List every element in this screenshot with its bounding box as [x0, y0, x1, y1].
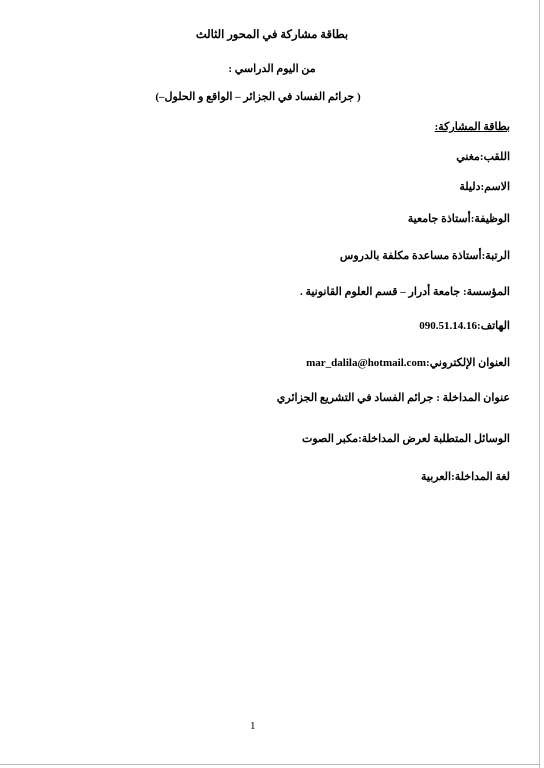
study-day-line: من اليوم الدراسي :	[228, 63, 316, 75]
presentation-means-value: مكبر الصوت	[302, 433, 359, 445]
paper-title-value: جرائم الفساد في التشريع الجزائري	[276, 392, 434, 404]
rank-row	[340, 249, 510, 263]
job-value: أستاذة جامعية	[407, 213, 471, 225]
presentation-language-label: لغة المداخلة:	[451, 471, 510, 483]
page-number: 1	[250, 720, 256, 732]
page-bottom-edge	[0, 764, 540, 765]
phone-row	[419, 319, 510, 333]
job-label: الوظيفة:	[470, 213, 510, 225]
first-name-label: الاسم:	[480, 181, 510, 193]
institution-row	[300, 285, 510, 299]
phone-value: 090.51.14.16	[419, 320, 478, 332]
job-row	[408, 212, 510, 226]
surname-label: اللقب:	[479, 151, 510, 163]
phone-label: الهاتف:	[477, 320, 510, 332]
surname-row	[456, 150, 510, 164]
email-row	[306, 356, 510, 370]
institution-value: جامعة أدرار – قسم العلوم القانونية .	[299, 286, 461, 298]
email-value: mar_dalila@hotmail.com	[306, 357, 427, 369]
page-right-edge	[539, 0, 540, 768]
surname-value: مغني	[456, 151, 480, 163]
conference-topic: ( جرائم الفساد في الجزائر – الواقع و الحلول–)	[155, 91, 361, 103]
participation-card-heading: بطاقة المشاركة:	[434, 121, 510, 133]
first-name-value: دليلة	[459, 181, 481, 193]
rank-value: أستاذة مساعدة مكلفة بالدروس	[339, 250, 482, 262]
paper-title-label: عنوان المداخلة :	[433, 392, 510, 404]
institution-label: المؤسسة:	[460, 286, 510, 298]
presentation-language-row	[421, 470, 510, 484]
presentation-means-label: الوسائل المتطلبة لعرض المداخلة:	[358, 433, 510, 445]
presentation-means-row	[302, 432, 510, 446]
email-label: العنوان الإلكتروني:	[426, 357, 510, 369]
first-name-row	[459, 180, 510, 194]
rank-label: الرتبة:	[481, 250, 510, 262]
document-title: بطاقة مشاركة في المحور الثالث	[195, 29, 349, 41]
paper-title-row	[277, 391, 510, 405]
presentation-language-value: العربية	[421, 471, 452, 483]
